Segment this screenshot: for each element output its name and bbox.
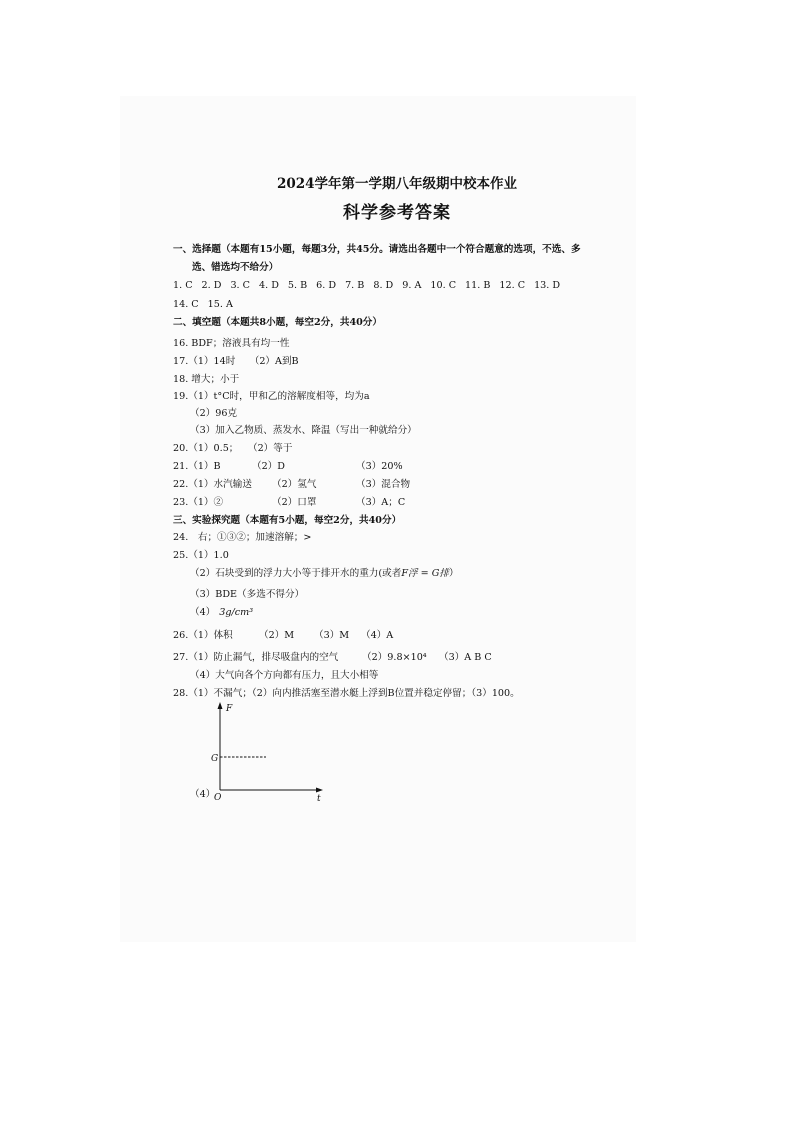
mcq-answers-row2 <box>173 299 242 311</box>
answer-19-2: （2）96克 <box>190 408 238 419</box>
answer-25-3: （3）BDE（多选不得分） <box>190 589 305 600</box>
section1-heading-cont: 选、错选均不给分） <box>192 262 279 273</box>
answer-17: 17.（1）14时 （2）A到B <box>173 356 299 367</box>
answer-23-part3: （3）A；C <box>356 497 406 508</box>
answer-26-part3: （3）M <box>314 630 350 641</box>
mcq-answer: 14. C <box>173 299 199 310</box>
answer-25-2 <box>190 568 459 580</box>
answer-26-part4: （4）A <box>361 630 394 641</box>
document-subtitle: 科学参考答案 <box>343 203 451 223</box>
answer-25-2-close: ） <box>448 568 459 579</box>
answer-21-part3: （3）20% <box>356 461 403 472</box>
mcq-answer: 5. B <box>287 280 308 291</box>
mcq-answer: 8. D <box>373 280 394 291</box>
mcq-answer: 11. B <box>465 280 491 291</box>
answer-26-part1: 26.（1）体积 <box>173 630 233 641</box>
density-answer: 3g/cm³ <box>219 607 254 618</box>
mcq-answer: 10. C <box>430 280 457 291</box>
answer-25-2-text: （2）石块受到的浮力大小等于排开水的重力(或者 <box>190 568 402 579</box>
answer-24: 24. 右；①③②；加速溶解；> <box>173 532 312 543</box>
y-axis-label: F <box>226 704 233 714</box>
answer-22-part2: （2）氢气 <box>272 479 317 490</box>
buoyancy-formula: F浮 = G排 <box>401 568 449 579</box>
mcq-answer: 4. D <box>259 280 279 291</box>
answer-23-part1: 23.（1）② <box>173 497 224 508</box>
answer-19-1: 19.（1）t°C时，甲和乙的溶解度相等，均为a <box>173 391 370 402</box>
answer-16: 16. BDF；溶液具有均一性 <box>173 338 290 349</box>
answer-22-part1: 22.（1）水汽输送 <box>173 479 252 490</box>
answer-25-1: 25.（1）1.0 <box>173 550 229 561</box>
force-time-graph <box>196 700 336 804</box>
origin-label: O <box>214 793 222 803</box>
mcq-answer: 3. C <box>230 280 250 291</box>
mcq-answer: 1. C <box>173 280 193 291</box>
answer-28: 28.（1）不漏气；（2）向内推活塞至潜水艇上浮到B位置并稳定停留；（3）100。 <box>173 688 520 699</box>
section2-heading: 二、填空题（本题共8小题，每空2分，共40分） <box>173 317 382 328</box>
mcq-answer: 13. D <box>534 280 561 291</box>
answer-27-part1: 27.（1）防止漏气，排尽吸盘内的空气 <box>173 652 339 663</box>
answer-23-part2: （2）口罩 <box>272 497 317 508</box>
answer-27-part2: （2）9.8×10⁴ <box>362 652 427 663</box>
g-level-label: G <box>211 754 219 764</box>
mcq-answers-row1 <box>173 280 569 292</box>
x-axis-arrow <box>316 788 323 793</box>
answer-22-part3: （3）混合物 <box>356 479 411 490</box>
answer-26-part2: （2）M <box>259 630 295 641</box>
answer-18: 18. 增大；小于 <box>173 374 240 385</box>
section3-heading: 三、实验探究题（本题有5小题，每空2分，共40分） <box>173 515 402 526</box>
mcq-answer: 15. A <box>207 299 233 310</box>
section1-heading: 一、选择题（本题有15小题，每题3分，共45分。请选出各题中一个符合题意的选项，不选、多 <box>173 244 581 255</box>
answer-19-3: （3）加入乙物质、蒸发水、降温（写出一种就给分） <box>190 425 417 436</box>
answer-25-4 <box>190 607 253 619</box>
answer-27-4: （4）大气向各个方向都有压力，且大小相等 <box>190 670 379 681</box>
mcq-answer: 7. B <box>345 280 365 291</box>
answer-25-4-label: （4） <box>190 607 216 618</box>
mcq-answer: 6. D <box>316 280 337 291</box>
document-title: 2024学年第一学期八年级期中校本作业 <box>276 176 518 192</box>
mcq-answer: 2. D <box>201 280 222 291</box>
answer-21-part2: （2）D <box>252 461 285 472</box>
mcq-answer: 9. A <box>402 280 422 291</box>
answer-20: 20.（1）0.5； （2）等于 <box>173 443 293 454</box>
x-axis-label: t <box>317 794 321 804</box>
answer-28-4-label: （4） <box>190 789 216 800</box>
mcq-answer: 12. C <box>499 280 526 291</box>
answer-21-part1: 21.（1）B <box>173 461 221 472</box>
y-axis-arrow <box>218 702 223 709</box>
answer-27-part3: （3）A B C <box>439 652 492 663</box>
